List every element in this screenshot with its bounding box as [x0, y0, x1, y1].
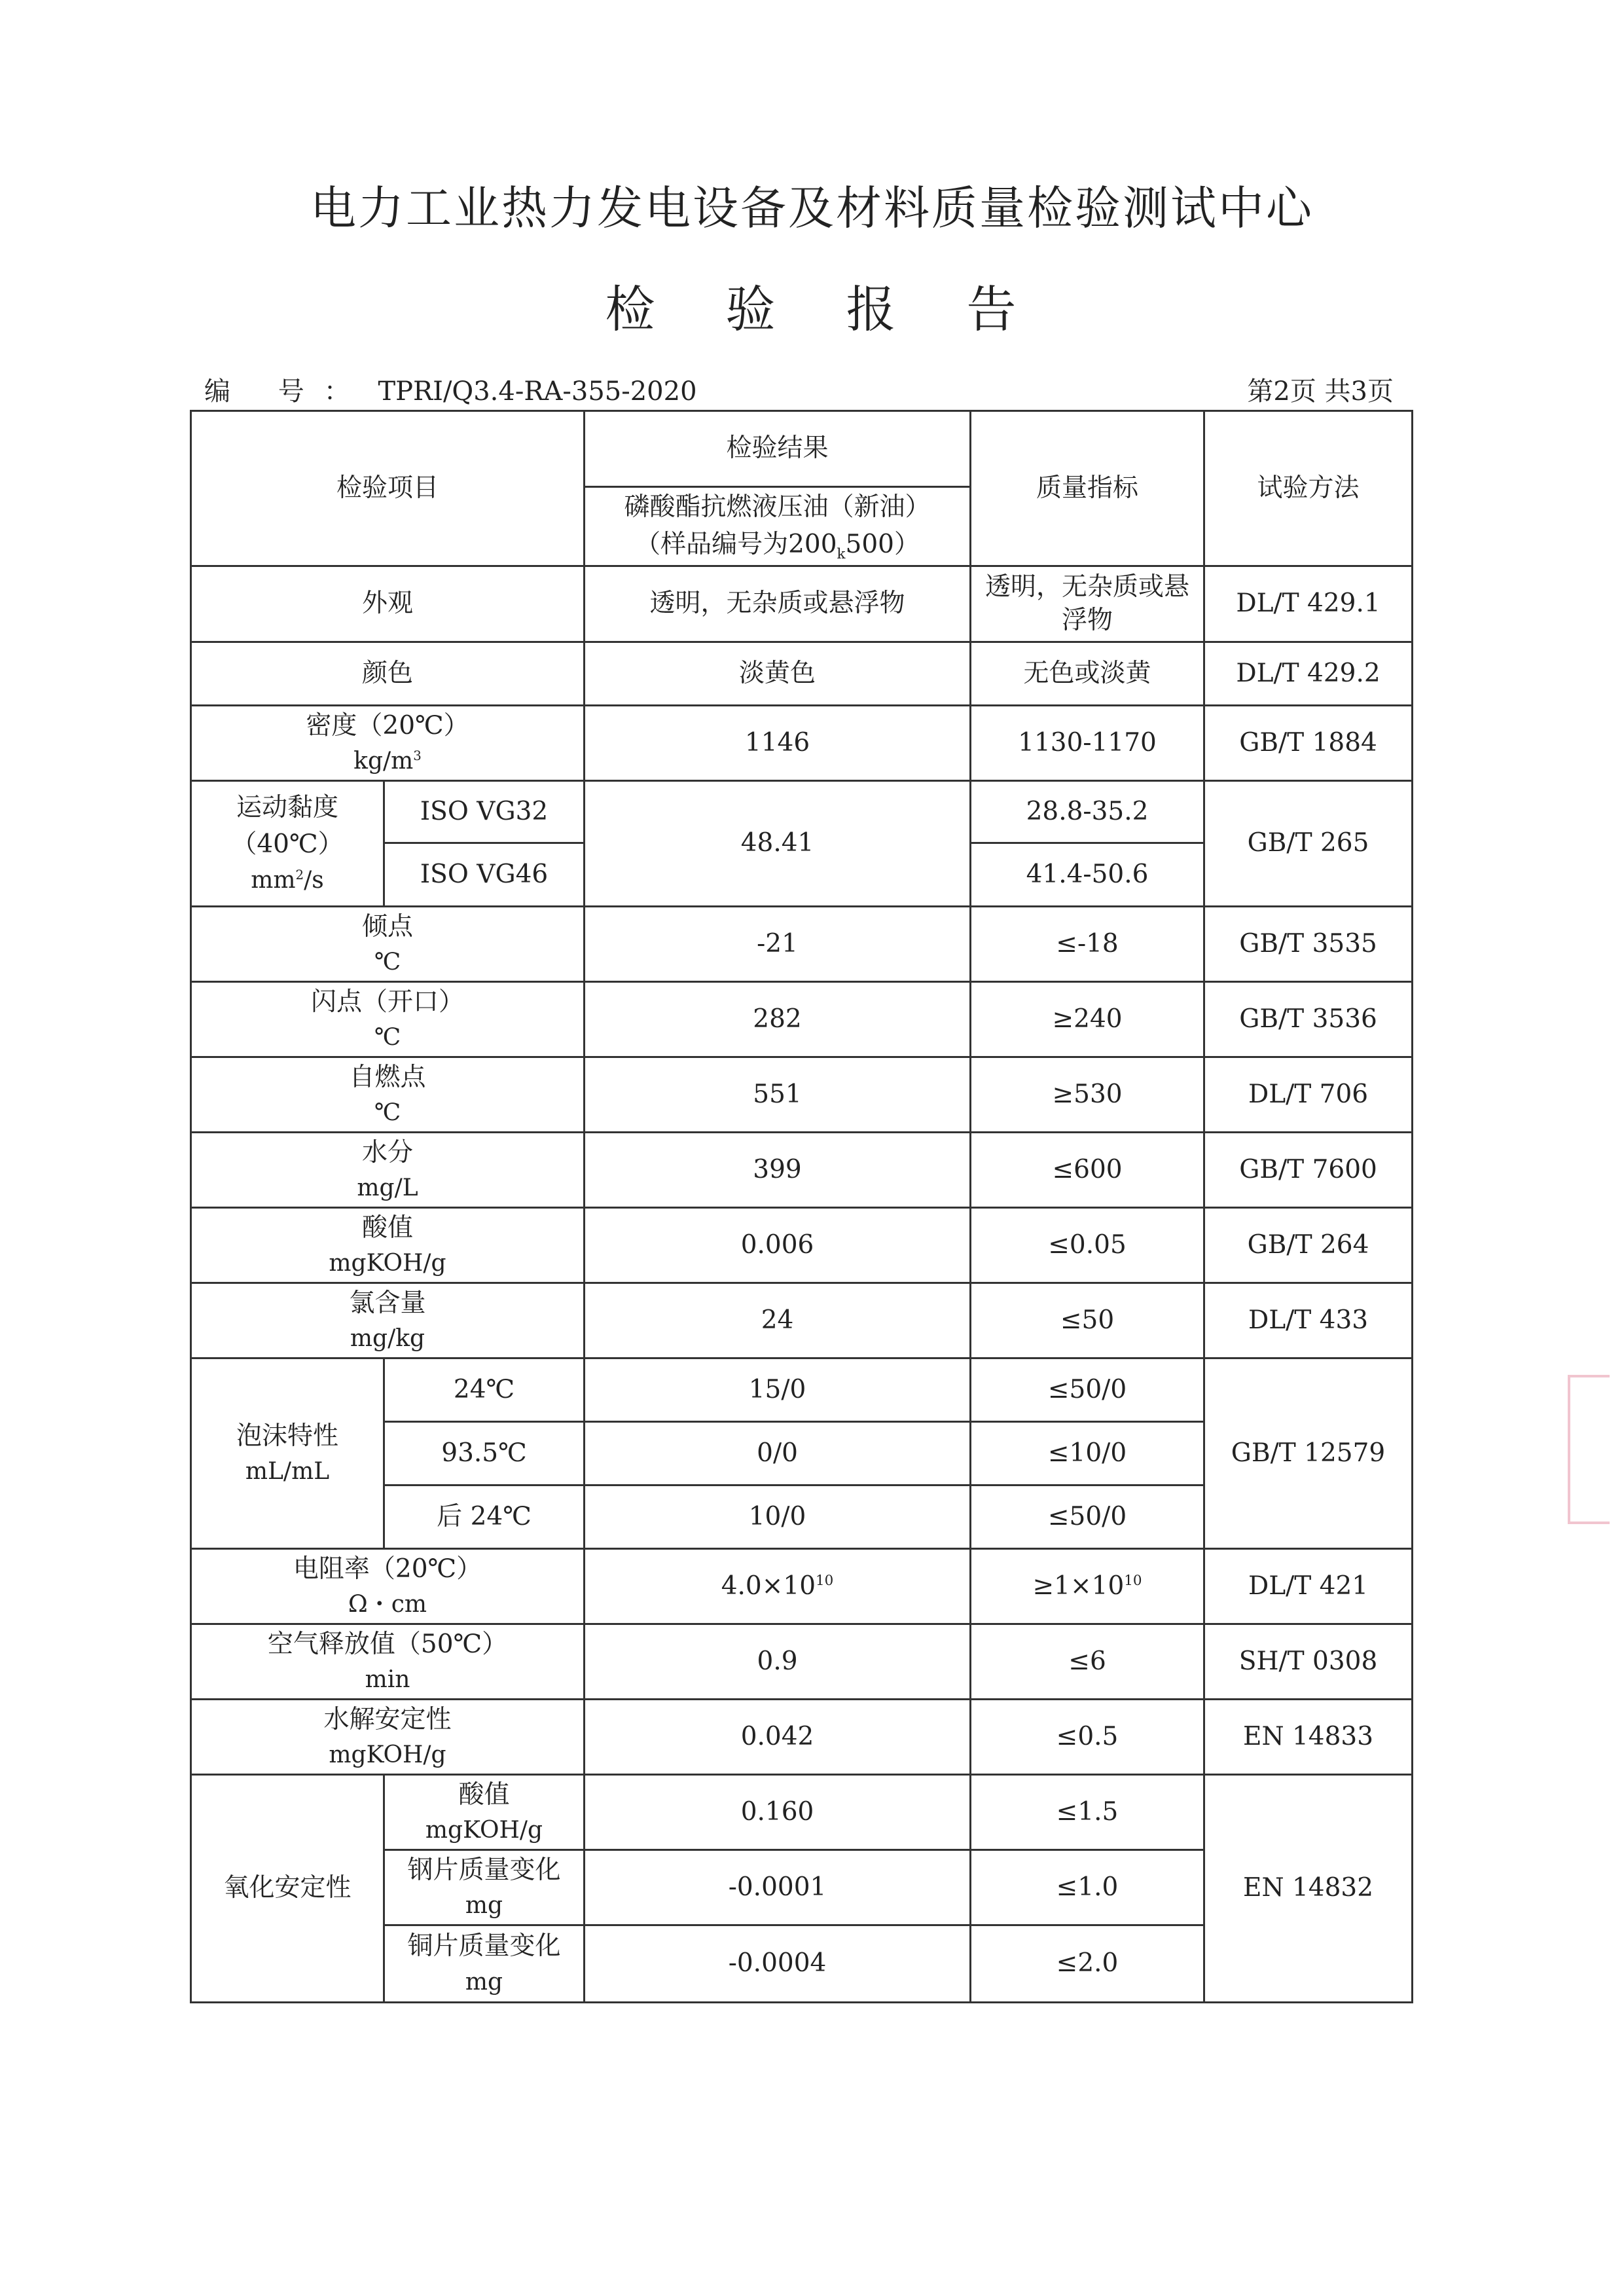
report-title — [0, 270, 1624, 341]
title-char: 告 — [966, 280, 1019, 338]
item-name: 酸值 mgKOH/g — [191, 1208, 585, 1283]
spec-value: ≥530 — [971, 1057, 1204, 1133]
method-value: GB/T 3535 — [1204, 907, 1413, 982]
spec-value: ≤600 — [971, 1133, 1204, 1208]
result-value: $4.0\times 10^{10}$ — [585, 1549, 971, 1624]
method-value: DL/T 421 — [1204, 1549, 1413, 1624]
item-name: 外观 — [191, 566, 585, 642]
method-value: DL/T 433 — [1204, 1283, 1413, 1358]
method-value: GB/T 264 — [1204, 1208, 1413, 1283]
title-char: 验 — [725, 280, 778, 338]
item-unit: mgKOH/g — [329, 1741, 446, 1769]
method-value: EN 14833 — [1204, 1700, 1413, 1775]
report-number-label: 编 号： — [204, 376, 370, 407]
sample-number: （样品编号为$200_k500$） — [635, 530, 920, 562]
result-value: 15/0 — [585, 1358, 971, 1422]
spec-value: ≥240 — [971, 982, 1204, 1057]
method-value: DL/T 429.2 — [1204, 642, 1413, 706]
header-result: 检验结果 — [585, 411, 971, 487]
result-value: 24 — [585, 1283, 971, 1358]
item-name: 氧化安定性 — [191, 1775, 384, 2003]
item-name: 颜色 — [191, 642, 585, 706]
result-value: 282 — [585, 982, 971, 1057]
table-row — [191, 982, 1413, 1057]
table-row — [191, 1624, 1413, 1700]
result-value: 0.042 — [585, 1700, 971, 1775]
method-value: GB/T 265 — [1204, 781, 1413, 907]
item-unit: mg/L — [357, 1175, 418, 1202]
item-unit: min — [365, 1666, 410, 1694]
item-name: 闪点（开口） ℃ — [191, 982, 585, 1057]
table-row — [191, 1775, 1413, 1850]
result-value: 399 — [585, 1133, 971, 1208]
spec-value: 透明，无杂质或悬浮物 — [971, 566, 1204, 642]
spec-value: ≤0.05 — [971, 1208, 1204, 1283]
item-name: 倾点 ℃ — [191, 907, 585, 982]
method-value: DL/T 429.1 — [1204, 566, 1413, 642]
method-value: GB/T 7600 — [1204, 1133, 1413, 1208]
organization-title: 电力工业热力发电设备及材料质量检验测试中心 — [310, 181, 1314, 235]
item-unit: ℃ — [374, 1099, 401, 1127]
item-unit: $kg/m^3$ — [353, 748, 422, 775]
title-char: 报 — [846, 280, 899, 338]
spec-value: 无色或淡黄 — [971, 642, 1204, 706]
spec-value: ≤0.5 — [971, 1700, 1204, 1775]
seal-stamp-fragment — [1568, 1375, 1610, 1524]
item-name: 电阻率（20℃） Ω・cm — [191, 1549, 585, 1624]
viscosity-grade: ISO VG46 — [384, 843, 585, 907]
header-method: 试验方法 — [1204, 411, 1413, 566]
method-value: DL/T 706 — [1204, 1057, 1413, 1133]
sample-name: 磷酸酯抗燃液压油（新油） — [624, 492, 931, 522]
result-value: -21 — [585, 907, 971, 982]
spec-value: ≤-18 — [971, 907, 1204, 982]
spec-value: ≤1.5 — [971, 1775, 1204, 1850]
spec-value: 41.4-50.6 — [971, 843, 1204, 907]
table-row — [191, 706, 1413, 781]
method-value: SH/T 0308 — [1204, 1624, 1413, 1700]
header-spec: 质量指标 — [971, 411, 1204, 566]
method-value: GB/T 12579 — [1204, 1358, 1413, 1549]
result-value: -0.0001 — [585, 1850, 971, 1925]
page-info: 第2页 共3页 — [1247, 376, 1394, 407]
method-value: GB/T 1884 — [1204, 706, 1413, 781]
item-name: 氯含量 mg/kg — [191, 1283, 585, 1358]
table-row — [191, 781, 1413, 843]
table-row — [191, 1700, 1413, 1775]
item-name: 密度（20℃） $kg/m^3$ — [191, 706, 585, 781]
item-name: 泡沫特性 mL/mL — [191, 1358, 384, 1549]
table-row — [191, 566, 1413, 642]
viscosity-grade: ISO VG32 — [384, 781, 585, 843]
oxid-condition: 钢片质量变化 mg — [384, 1850, 585, 1925]
item-name: 水解安定性 mgKOH/g — [191, 1700, 585, 1775]
result-value: 透明，无杂质或悬浮物 — [585, 566, 971, 642]
result-value: 1146 — [585, 706, 971, 781]
foam-condition: 93.5℃ — [384, 1422, 585, 1485]
report-number-value: TPRI/Q3.4-RA-355-2020 — [378, 376, 697, 407]
item-name: 水分 mg/L — [191, 1133, 585, 1208]
result-value: 48.41 — [585, 781, 971, 907]
spec-value: ≤50/0 — [971, 1358, 1204, 1422]
table-row — [191, 907, 1413, 982]
header-item: 检验项目 — [191, 411, 585, 566]
item-unit: mgKOH/g — [329, 1250, 446, 1277]
foam-condition: 24℃ — [384, 1358, 585, 1422]
spec-value: 28.8-35.2 — [971, 781, 1204, 843]
title-char: 检 — [605, 280, 658, 338]
spec-value: ≤50/0 — [971, 1485, 1204, 1549]
table-row — [191, 1133, 1413, 1208]
spec-value: 1130-1170 — [971, 706, 1204, 781]
spec-value: ≤6 — [971, 1624, 1204, 1700]
spec-value: ≤2.0 — [971, 1925, 1204, 2003]
result-value: 0.160 — [585, 1775, 971, 1850]
item-unit: mg/kg — [350, 1325, 425, 1353]
item-unit: ℃ — [374, 949, 401, 976]
table-row — [191, 1057, 1413, 1133]
item-name: 空气释放值（50℃） min — [191, 1624, 585, 1700]
item-name: 自燃点 ℃ — [191, 1057, 585, 1133]
result-value: 0.006 — [585, 1208, 971, 1283]
table-row — [191, 1358, 1413, 1422]
method-value: EN 14832 — [1204, 1775, 1413, 2003]
result-value: 淡黄色 — [585, 642, 971, 706]
oxid-condition: 酸值 mgKOH/g — [384, 1775, 585, 1850]
item-unit: Ω・cm — [348, 1591, 427, 1618]
table-row — [191, 642, 1413, 706]
spec-value: ≤50 — [971, 1283, 1204, 1358]
spec-value: ≤1.0 — [971, 1850, 1204, 1925]
foam-condition: 后 24℃ — [384, 1485, 585, 1549]
report-number — [204, 371, 697, 408]
inspection-table — [190, 410, 1413, 2003]
result-value: 551 — [585, 1057, 971, 1133]
item-name: 运动黏度（40℃） $mm^2/s$ — [191, 781, 384, 907]
result-value: 0/0 — [585, 1422, 971, 1485]
table-row — [191, 1549, 1413, 1624]
item-unit: ℃ — [374, 1024, 401, 1051]
result-value: 0.9 — [585, 1624, 971, 1700]
item-unit: mL/mL — [245, 1458, 330, 1485]
table-row — [191, 1283, 1413, 1358]
result-value: -0.0004 — [585, 1925, 971, 2003]
result-value: 10/0 — [585, 1485, 971, 1549]
oxid-condition: 铜片质量变化 mg — [384, 1925, 585, 2003]
item-unit: $mm^2/s$ — [251, 866, 324, 894]
table-row — [191, 1208, 1413, 1283]
spec-value: $\ge 1\times 10^{10}$ — [971, 1549, 1204, 1624]
method-value: GB/T 3536 — [1204, 982, 1413, 1057]
spec-value: ≤10/0 — [971, 1422, 1204, 1485]
header-sample — [585, 487, 971, 566]
